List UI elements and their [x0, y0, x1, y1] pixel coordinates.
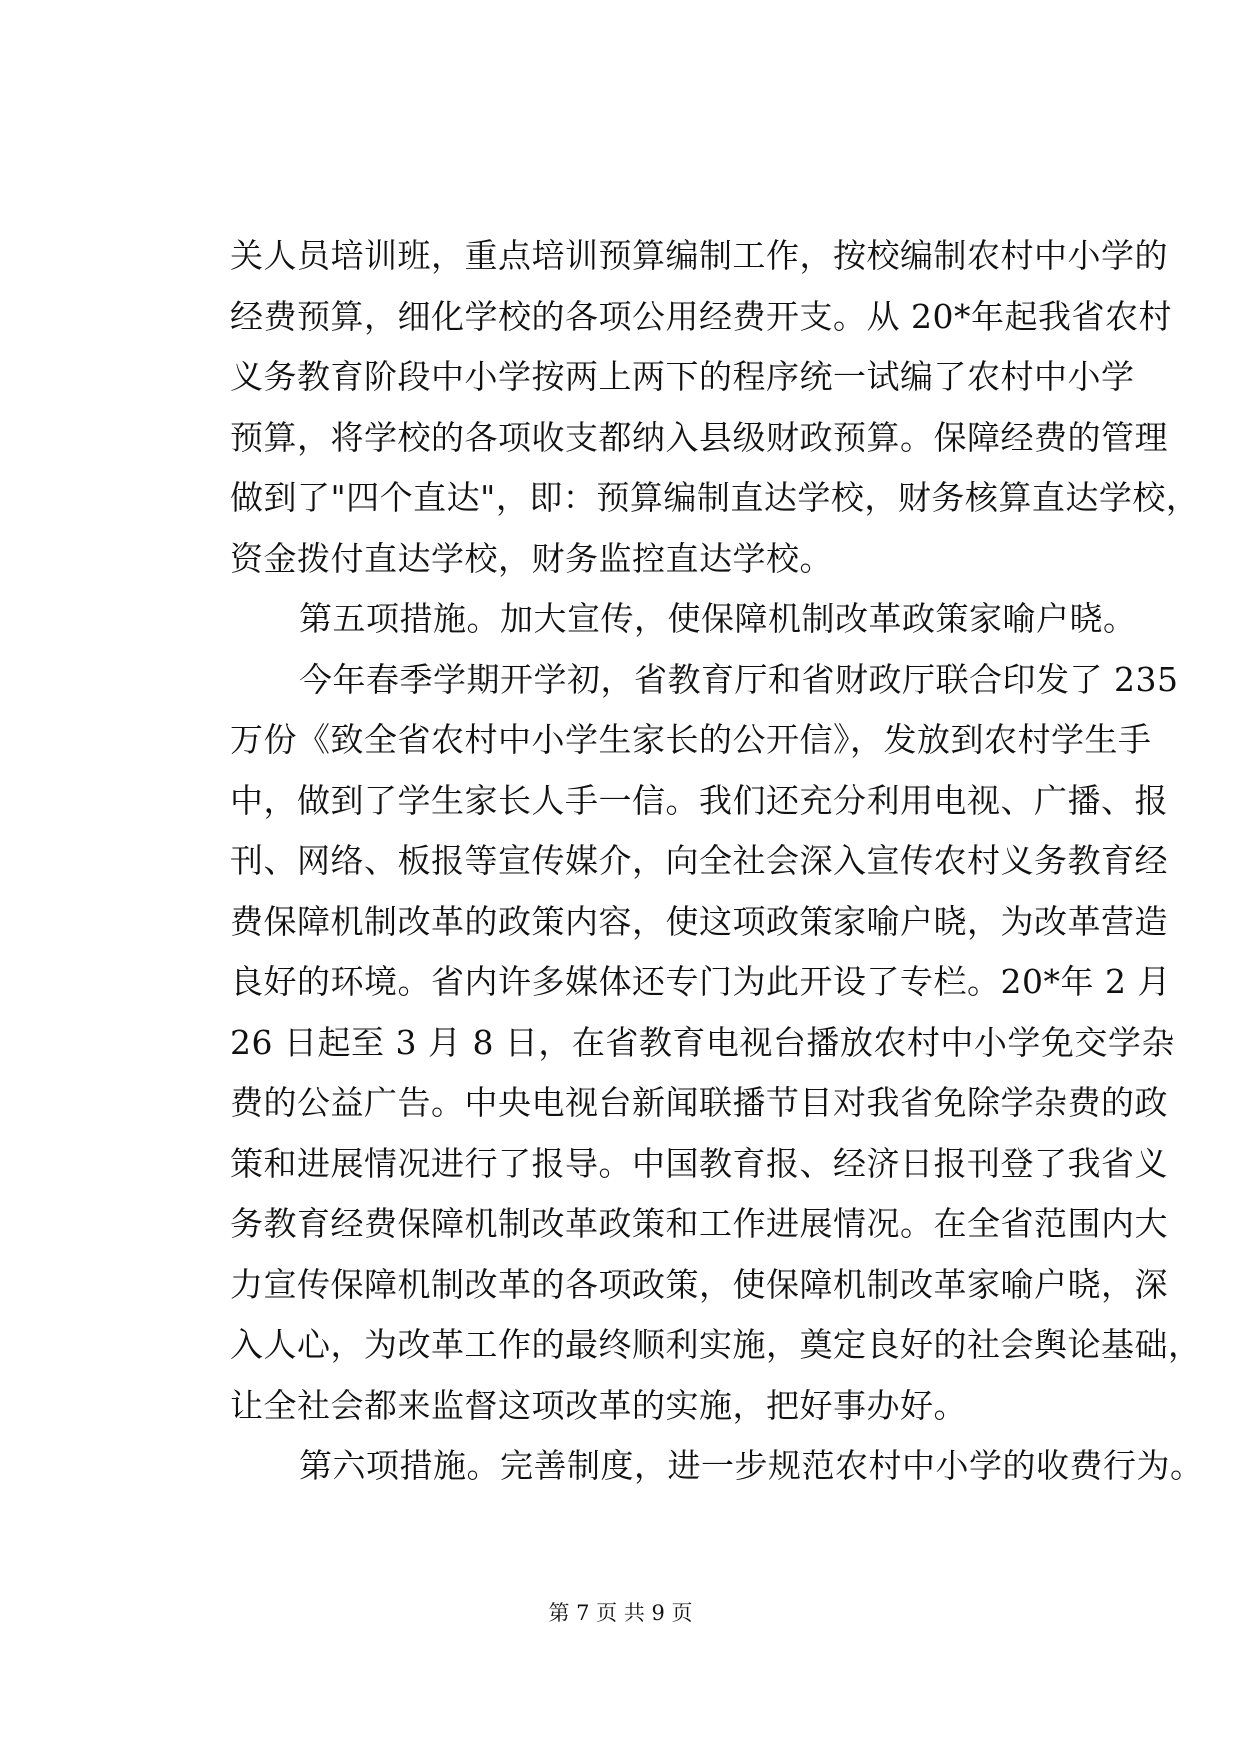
text-line: 预算，将学校的各项收支都纳入县级财政预算。保障经费的管理 — [230, 417, 1168, 457]
document-body — [230, 226, 1204, 1497]
text-line: 今年春季学期开学初，省教育厅和省财政厅联合印发了 235 — [299, 659, 1179, 699]
text-line: 义务教育阶段中小学按两上两下的程序统一试编了农村中小学 — [230, 357, 1135, 396]
text-line: 务教育经费保障机制改革政策和工作进展情况。在全省范围内大 — [230, 1204, 1168, 1243]
text-line: 第五项措施。加大宣传，使保障机制改革政策家喻户晓。 — [299, 599, 1137, 638]
text-line: 费的公益广告。中央电视台新闻联播节目对我省免除学杂费的政 — [230, 1083, 1168, 1122]
text-line: 策和进展情况进行了报导。中国教育报、经济日报刊登了我省义 — [230, 1143, 1168, 1183]
text-line: 入人心，为改革工作的最终顺利实施，奠定良好的社会舆论基础， — [230, 1325, 1202, 1364]
text-line: 做到了"四个直达"，即：预算编制直达学校，财务核算直达学校， — [230, 478, 1200, 517]
text-line: 26 日起至 3 月 8 日，在省教育电视台播放农村中小学免交学杂 — [230, 1022, 1175, 1062]
text-line: 中，做到了学生家长人手一信。我们还充分利用电视、广播、报 — [230, 780, 1168, 820]
text-line: 刊、网络、板报等宣传媒介，向全社会深入宣传农村义务教育经 — [230, 841, 1168, 880]
text-line: 费保障机制改革的政策内容，使这项政策家喻户晓，为改革营造 — [230, 901, 1168, 941]
text-line: 良好的环境。省内许多媒体还专门为此开设了专栏。20*年 2 月 — [230, 962, 1171, 1001]
page-footer: 第 7 页 共 9 页 — [548, 1601, 693, 1625]
text-line: 万份《致全省农村中小学生家长的公开信》，发放到农村学生手 — [230, 720, 1152, 759]
text-line: 让全社会都来监督这项改革的实施，把好事办好。 — [230, 1385, 967, 1425]
text-line: 经费预算，细化学校的各项公用经费开支。从 20*年起我省农村 — [230, 296, 1172, 336]
text-line: 力宣传保障机制改革的各项政策，使保障机制改革家喻户晓，深 — [230, 1264, 1168, 1304]
text-line: 第六项措施。完善制度，进一步规范农村中小学的收费行为。 — [299, 1446, 1204, 1485]
text-line: 资金拨付直达学校，财务监控直达学校。 — [230, 538, 833, 578]
text-line: 关人员培训班，重点培训预算编制工作，按校编制农村中小学的 — [230, 236, 1168, 275]
